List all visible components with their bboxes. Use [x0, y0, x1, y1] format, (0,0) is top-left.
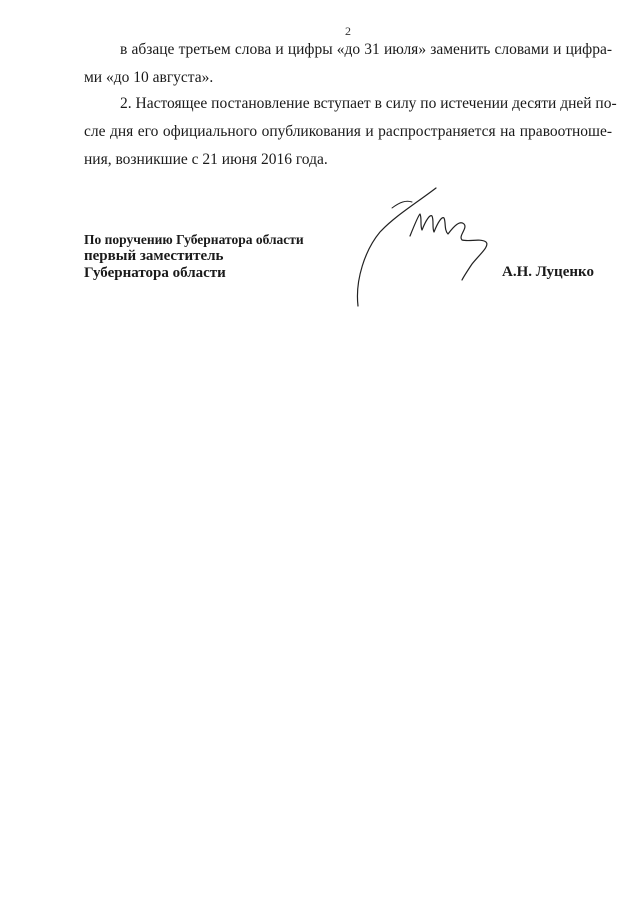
- paragraph-1-line-2: ми «до 10 августа».: [84, 69, 214, 86]
- signature-title-line-1: По поручению Губернатора области: [84, 232, 304, 247]
- signer-name: А.Н. Луценко: [502, 264, 594, 280]
- signature-title-line-3: Губернатора области: [84, 265, 226, 281]
- paragraph-1-line-1: в абзаце третьем слова и цифры «до 31 июля» заменить словами и цифра-: [120, 41, 612, 58]
- paragraph-1: [84, 36, 612, 92]
- paragraph-2: [84, 90, 617, 174]
- signature-title-line-2: первый заместитель: [84, 248, 224, 264]
- paragraph-2-line-3: ния, возникшие с 21 июня 2016 года.: [84, 151, 328, 168]
- paragraph-2-line-1: 2. Настоящее постановление вступает в силу по истечении десяти дней по-: [120, 95, 617, 112]
- paragraph-2-line-2: сле дня его официального опубликования и распространяется на правоотноше-: [84, 123, 612, 140]
- signature-title-block: [84, 232, 304, 282]
- page-number: 2: [345, 24, 351, 38]
- handwritten-signature: [340, 180, 500, 310]
